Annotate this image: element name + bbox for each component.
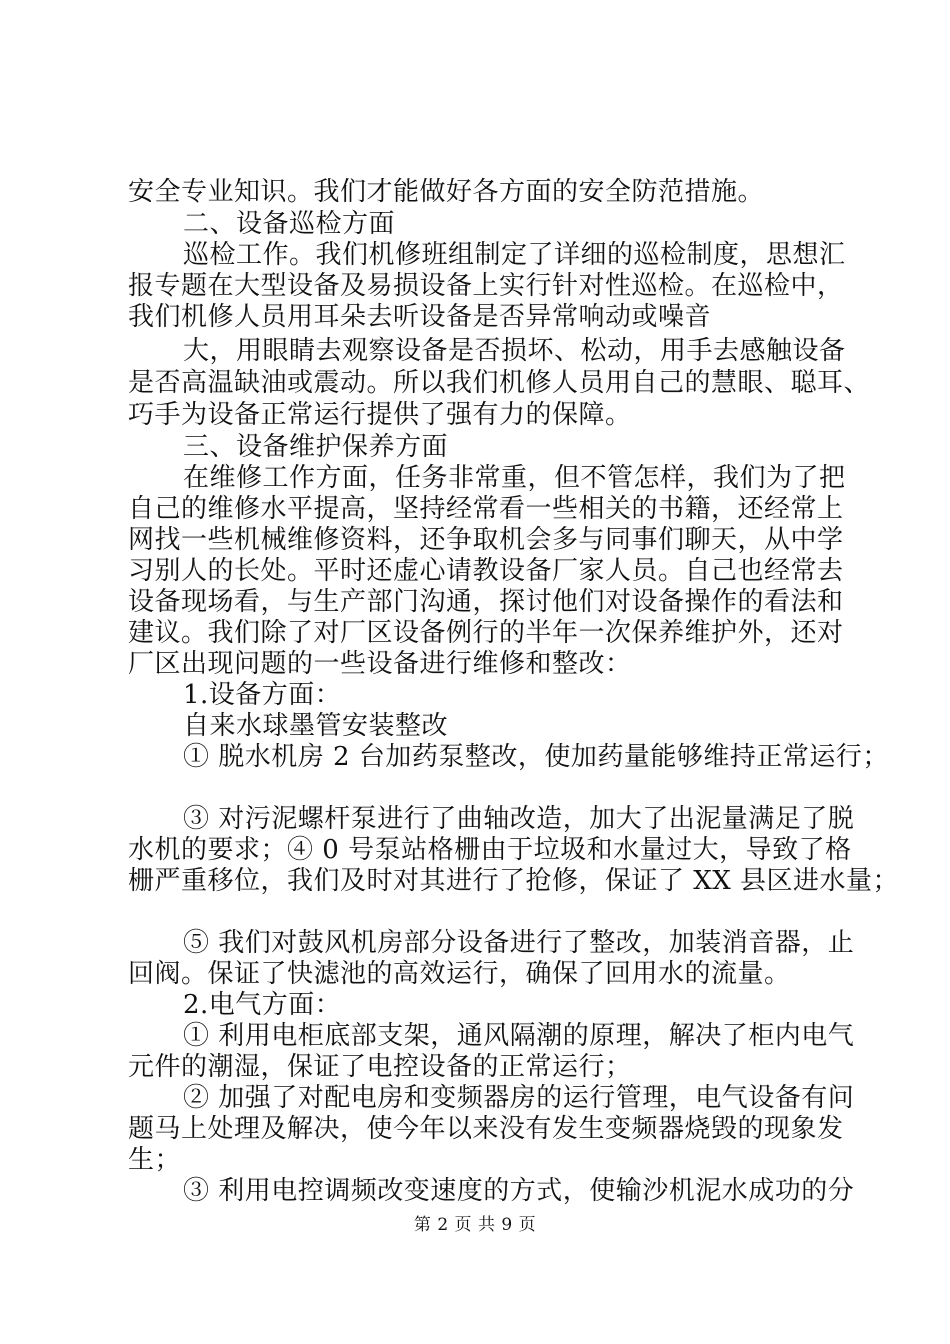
body-line: 回阀。保证了快滤池的高效运行，确保了回用水的流量。 bbox=[128, 959, 791, 989]
body-line: 栅严重移位，我们及时对其进行了抢修，保证了 XX 县区进水量； bbox=[128, 866, 900, 896]
body-line: ① 脱水机房 2 台加药泵整改，使加药量能够维持正常运行； bbox=[183, 742, 889, 772]
page-footer: 第 2 页 共 9 页 bbox=[413, 1215, 537, 1235]
body-line: 自来水球墨管安装整改 bbox=[183, 711, 449, 741]
body-line: 生； bbox=[128, 1145, 182, 1175]
body-line: 大，用眼睛去观察设备是否损坏、松动，用手去感触设备 bbox=[183, 336, 846, 366]
section-heading: 二、设备巡检方面 bbox=[183, 209, 396, 239]
body-line: 安全专业知识。我们才能做好各方面的安全防范措施。 bbox=[128, 177, 765, 207]
subsection-heading: 1.设备方面： bbox=[183, 680, 342, 710]
body-line: ③ 对污泥螺杆泵进行了曲轴改造，加大了出泥量满足了脱 bbox=[183, 804, 855, 834]
body-line: 是否高温缺油或震动。所以我们机修人员用自己的慧眼、聪耳、 bbox=[128, 368, 871, 398]
body-line: ① 利用电柜底部支架，通风隔潮的原理，解决了柜内电气 bbox=[183, 1021, 855, 1051]
body-line: 自己的维修水平提高，坚持经常看一些相关的书籍，还经常上 bbox=[128, 494, 844, 524]
subsection-heading: 2.电气方面： bbox=[183, 990, 342, 1020]
body-line: 巡检工作。我们机修班组制定了详细的巡检制度，思想汇 bbox=[183, 240, 846, 270]
body-line: 在维修工作方面，任务非常重，但不管怎样，我们为了把 bbox=[183, 463, 846, 493]
section-heading: 三、设备维护保养方面 bbox=[183, 432, 449, 462]
body-line: ⑤ 我们对鼓风机房部分设备进行了整改，加装消音器，止 bbox=[183, 928, 855, 958]
body-line: 习别人的长处。平时还虚心请教设备厂家人员。自己也经常去 bbox=[128, 556, 844, 586]
body-line: 巧手为设备正常运行提供了强有力的保障。 bbox=[128, 400, 632, 430]
body-line: ③ 利用电控调频改变速度的方式，使输沙机泥水成功的分 bbox=[183, 1176, 855, 1206]
body-line: ② 加强了对配电房和变频器房的运行管理，电气设备有问 bbox=[183, 1083, 855, 1113]
body-line: 题马上处理及解决，使今年以来没有发生变频器烧毁的现象发 bbox=[128, 1114, 844, 1144]
body-line: 元件的潮湿，保证了电控设备的正常运行； bbox=[128, 1052, 632, 1082]
body-line: 水机的要求；④ 0 号泵站格栅由于垃圾和水量过大，导致了格 bbox=[128, 835, 852, 865]
body-line: 建议。我们除了对厂区设备例行的半年一次保养维护外，还对 bbox=[128, 618, 844, 648]
body-line: 厂区出现问题的一些设备进行维修和整改： bbox=[128, 649, 632, 679]
body-line: 我们机修人员用耳朵去听设备是否异常响动或噪音 bbox=[128, 302, 712, 332]
body-line: 报专题在大型设备及易损设备上实行针对性巡检。在巡检中， bbox=[128, 271, 844, 301]
body-line: 设备现场看，与生产部门沟通，探讨他们对设备操作的看法和 bbox=[128, 587, 844, 617]
body-line: 网找一些机械维修资料，还争取机会多与同事们聊天，从中学 bbox=[128, 525, 844, 555]
